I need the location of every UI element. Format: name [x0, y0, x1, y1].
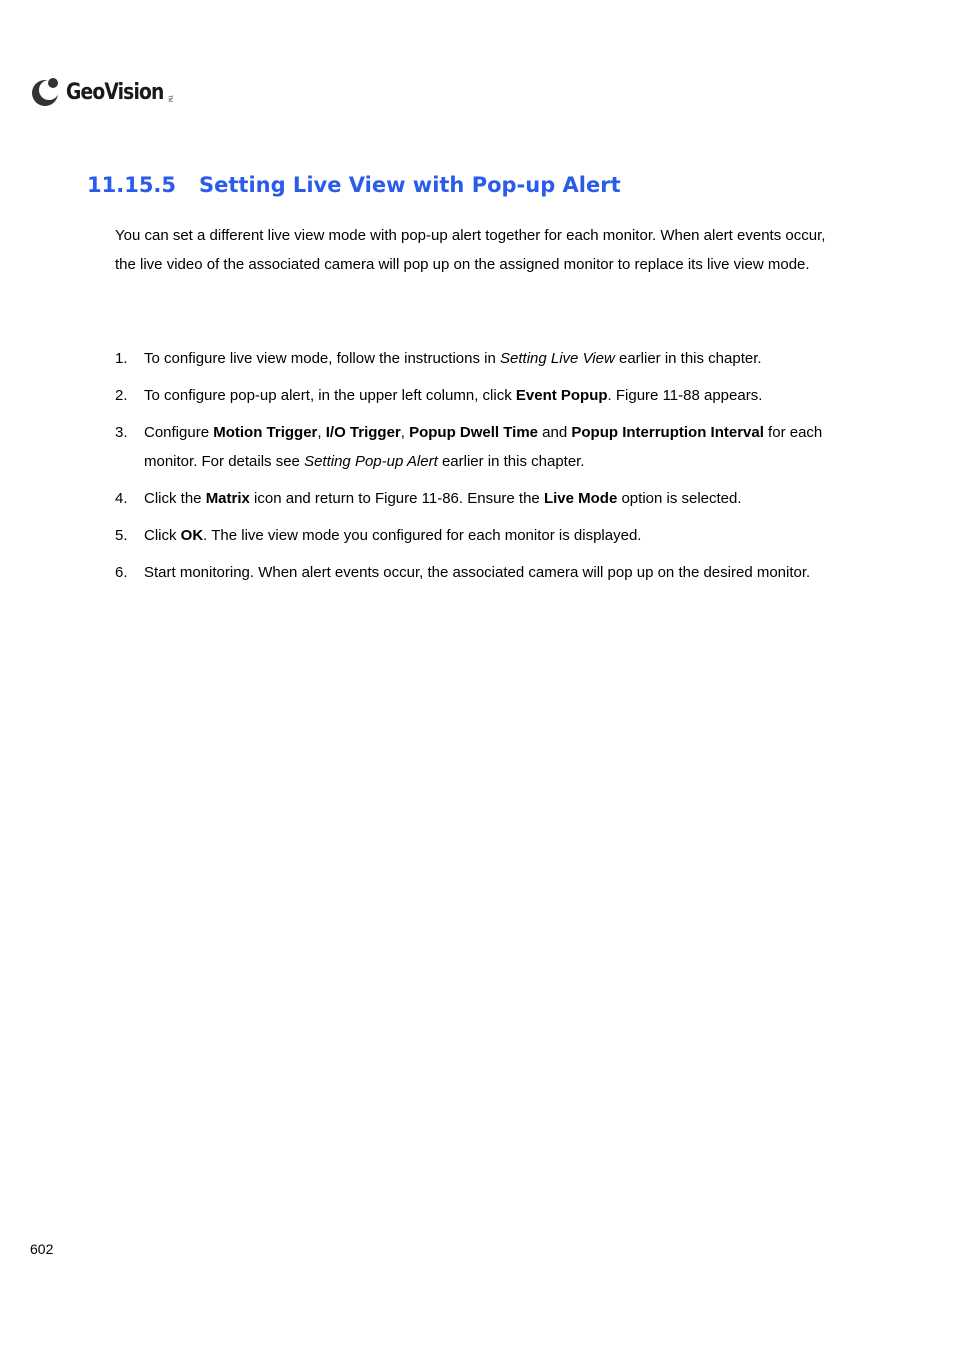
section-number: 11.15.5 — [87, 173, 177, 197]
section-reference: Setting Pop-up Alert — [304, 452, 438, 470]
steps-list — [115, 345, 835, 596]
step-text-run: icon and return to Figure 11-86. Ensure the — [249, 489, 544, 507]
step-number: 1. — [115, 350, 128, 367]
step-text — [144, 485, 835, 514]
step-text — [144, 522, 835, 551]
step-text-run: for each monitor. For details see — [144, 424, 823, 470]
step-text — [144, 559, 835, 588]
page-number: 602 — [30, 1241, 54, 1257]
step-text-run: Click the — [144, 489, 206, 507]
ui-term: Matrix — [205, 489, 250, 507]
step-text-run: Start monitoring. When alert events occur, the associated camera will pop up on the desired monitor. — [144, 563, 811, 581]
step-text-run: , — [317, 424, 326, 441]
geovision-logo-mark-icon — [30, 75, 64, 109]
step-number: 4. — [115, 489, 128, 507]
step-item — [115, 345, 835, 374]
step-text-run: earlier in this chapter. — [614, 350, 762, 367]
ui-term: Live Mode — [543, 489, 618, 507]
ui-term: Popup Interruption Interval — [571, 424, 764, 441]
step-text-run: To configure live view mode, follow the instructions in — [144, 350, 501, 367]
ui-term: Popup Dwell Time — [409, 424, 538, 441]
step-text-run: Configure — [144, 424, 214, 441]
section-title: Setting Live View with Pop-up Alert — [199, 173, 621, 197]
section-heading — [87, 173, 621, 197]
step-text-run: , — [400, 424, 410, 441]
ui-term: I/O Trigger — [325, 424, 401, 441]
step-text — [144, 345, 835, 374]
geovision-logo — [30, 72, 173, 112]
step-text-run: . The live view mode you configured for each monitor is displayed. — [203, 526, 642, 544]
step-text-run: earlier in this chapter. — [437, 452, 585, 470]
step-text — [144, 419, 835, 476]
logo-text: GeoVision — [66, 79, 164, 105]
ui-term: Event Popup — [515, 387, 608, 404]
section-reference: Setting Live View — [500, 350, 615, 367]
step-number: 5. — [115, 526, 128, 544]
step-text-run: . Figure 11-88 appears. — [607, 387, 763, 404]
intro-paragraph: You can set a different live view mode with pop-up alert together for each monitor. When alert events occur, the live video of the associated camera will pop up on the assigned monitor to replace its live view mode. — [115, 227, 826, 273]
ui-term: OK — [180, 526, 204, 544]
step-text — [144, 382, 835, 411]
step-text-run: To configure pop-up alert, in the upper left column, click — [144, 387, 516, 404]
step-number: 2. — [115, 387, 128, 404]
step-text-run: and — [538, 424, 572, 441]
step-item — [115, 485, 835, 514]
step-text-run: Click — [144, 526, 181, 544]
step-item — [115, 419, 835, 476]
step-number: 3. — [115, 424, 128, 441]
step-item — [115, 382, 835, 411]
logo-trademark: TM — [166, 95, 173, 103]
step-item — [115, 522, 835, 551]
ui-term: Motion Trigger — [213, 424, 318, 441]
step-number: 6. — [115, 563, 128, 581]
step-item — [115, 559, 835, 588]
step-text-run: option is selected. — [617, 489, 742, 507]
